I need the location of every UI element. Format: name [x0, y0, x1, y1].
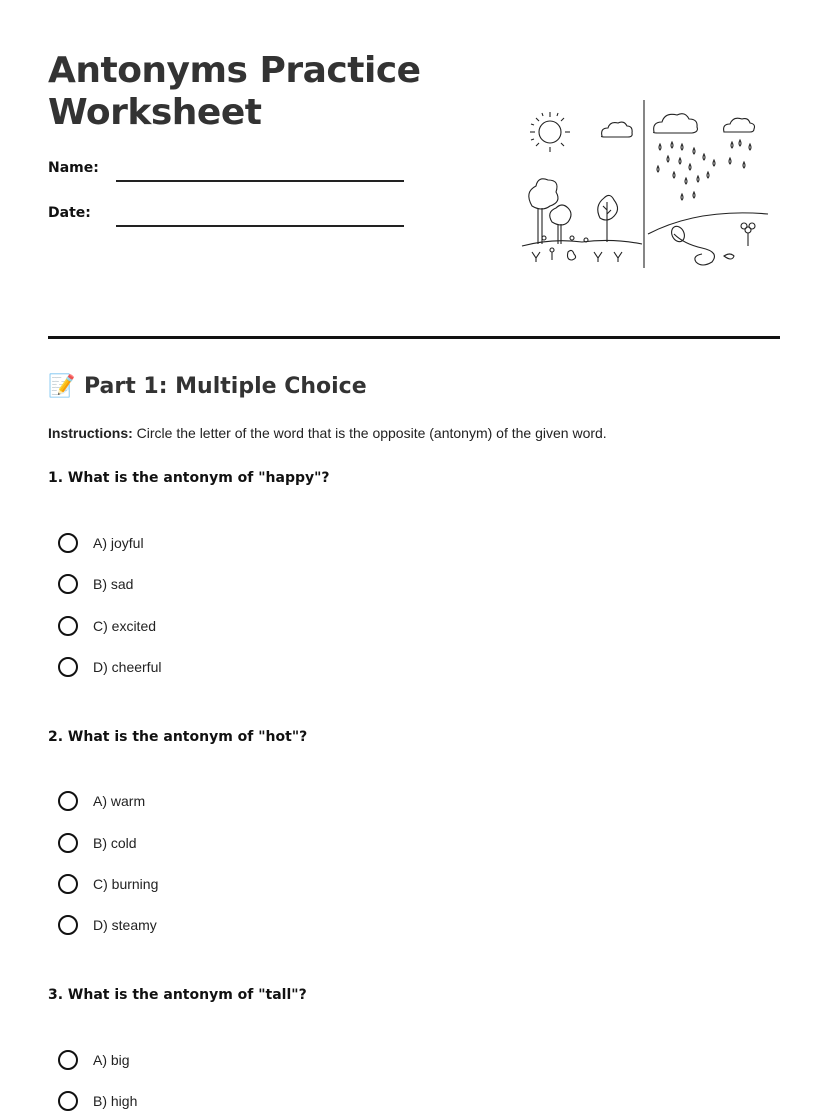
radio-circle[interactable]	[58, 1091, 78, 1111]
date-label: Date:	[48, 205, 91, 221]
name-label: Name:	[48, 160, 99, 176]
tree-icon	[550, 205, 571, 244]
option-label: A) big	[93, 1052, 130, 1068]
instructions-label: Instructions:	[48, 425, 133, 441]
option-label: B) sad	[93, 576, 134, 592]
radio-circle[interactable]	[58, 1050, 78, 1070]
radio-circle[interactable]	[58, 574, 78, 594]
ball-icon	[669, 224, 687, 244]
weather-illustration	[518, 96, 774, 272]
part1-title: Part 1: Multiple Choice	[84, 374, 367, 399]
question-1: 1. What is the antonym of "happy"?	[48, 470, 330, 486]
option-label: B) cold	[93, 835, 137, 851]
cloud-icon	[654, 114, 698, 133]
option-1a[interactable]	[58, 533, 144, 553]
worksheet-title: Antonyms Practice Worksheet	[48, 50, 421, 133]
option-1c[interactable]	[58, 616, 156, 636]
path-icon	[674, 234, 714, 265]
instructions	[48, 425, 607, 441]
instructions-text: Circle the letter of the word that is the opposite (antonym) of the given word.	[132, 425, 607, 441]
option-label: D) cheerful	[93, 659, 162, 675]
option-label: A) warm	[93, 793, 146, 809]
name-field[interactable]	[116, 180, 404, 182]
tree-icon	[529, 179, 558, 244]
cloud-icon	[602, 122, 633, 137]
raindrops-icon	[657, 140, 751, 200]
radio-circle[interactable]	[58, 915, 78, 935]
ground-icon	[522, 240, 642, 246]
part1-heading	[48, 374, 367, 399]
memo-icon: 📝	[48, 374, 76, 399]
flower-icon	[741, 223, 755, 246]
option-2c[interactable]	[58, 874, 158, 894]
radio-circle[interactable]	[58, 874, 78, 894]
sun-icon	[530, 112, 570, 152]
option-label: D) steamy	[93, 917, 157, 933]
radio-circle[interactable]	[58, 657, 78, 677]
option-2b[interactable]	[58, 833, 137, 853]
option-3a[interactable]	[58, 1050, 130, 1070]
section-divider	[48, 336, 780, 339]
date-field[interactable]	[116, 225, 404, 227]
option-label: B) high	[93, 1093, 138, 1109]
option-label: A) joyful	[93, 535, 144, 551]
question-3: 3. What is the antonym of "tall"?	[48, 987, 307, 1003]
option-2a[interactable]	[58, 791, 145, 811]
option-1d[interactable]	[58, 657, 161, 677]
option-2d[interactable]	[58, 915, 157, 935]
question-2: 2. What is the antonym of "hot"?	[48, 729, 308, 745]
cloud-icon	[724, 118, 755, 132]
rock-icon	[724, 254, 734, 259]
radio-circle[interactable]	[58, 833, 78, 853]
radio-circle[interactable]	[58, 533, 78, 553]
option-3b[interactable]	[58, 1091, 137, 1111]
option-label: C) burning	[93, 876, 159, 892]
tree-icon	[598, 195, 618, 242]
radio-circle[interactable]	[58, 616, 78, 636]
option-1b[interactable]	[58, 574, 133, 594]
option-label: C) excited	[93, 618, 157, 634]
radio-circle[interactable]	[58, 791, 78, 811]
